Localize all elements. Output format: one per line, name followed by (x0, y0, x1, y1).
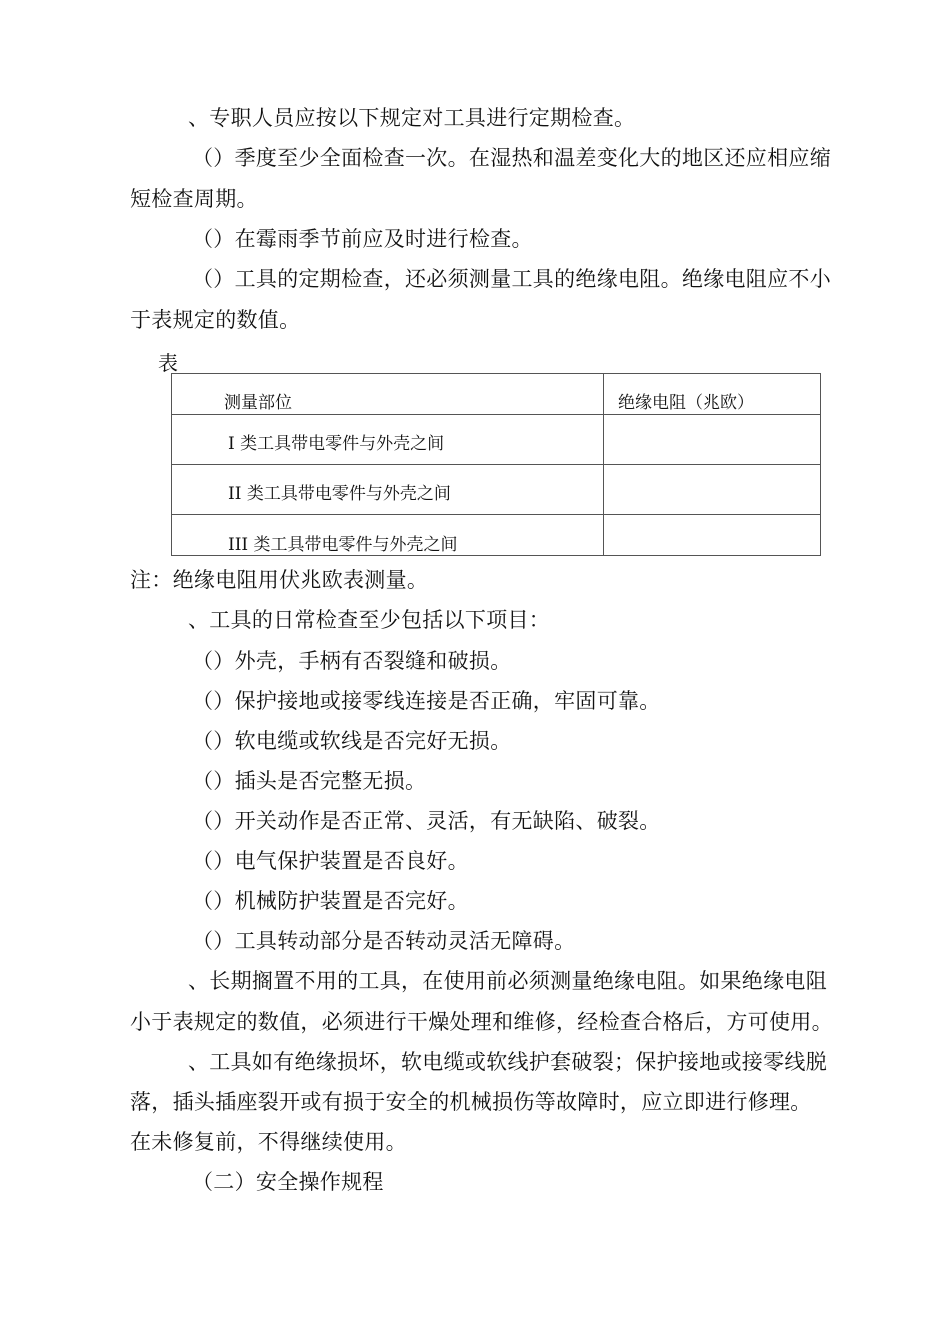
paragraph-line-p1: 、专职人员应按以下规定对工具进行定期检查。 (188, 106, 636, 130)
paragraph-line-p4b: 于表规定的数值。 (130, 308, 301, 332)
table-caption: 表 (158, 351, 178, 375)
paragraph-line-p3: （）在霉雨季节前应及时进行检查。 (192, 227, 533, 251)
paragraph-line-p2b: 短检查周期。 (130, 187, 258, 211)
paragraph-line-p14b: 小于表规定的数值，必须进行干燥处理和维修，经检查合格后，方可使用。 (130, 1010, 833, 1034)
paragraph-line-p12: （）机械防护装置是否完好。 (192, 889, 469, 913)
table-row (172, 465, 821, 515)
paragraph-line-p15b: 落，插头插座裂开或有损于安全的机械损伤等故障时，应立即进行修理。 (130, 1090, 812, 1114)
table-cell-value (604, 415, 821, 465)
paragraph-line-p8: （）软电缆或软线是否完好无损。 (192, 729, 512, 753)
paragraph-line-note: 注：绝缘电阻用伏兆欧表测量。 (130, 568, 429, 592)
paragraph-line-p9: （）插头是否完整无损。 (192, 769, 427, 793)
table-cell-part: I 类工具带电零件与外壳之间 (172, 415, 604, 465)
paragraph-line-p13: （）工具转动部分是否转动灵活无障碍。 (192, 929, 576, 953)
table-cell-part: II 类工具带电零件与外壳之间 (172, 465, 604, 515)
table-header-row (172, 374, 821, 415)
paragraph-line-p7: （）保护接地或接零线连接是否正确，牢固可靠。 (192, 689, 661, 713)
paragraph-line-p2a: （）季度至少全面检查一次。在湿热和温差变化大的地区还应相应缩 (192, 146, 831, 170)
table-row (172, 415, 821, 465)
header-measure-part: 测量部位 (172, 374, 604, 415)
paragraph-line-p10: （）开关动作是否正常、灵活，有无缺陷、破裂。 (192, 809, 661, 833)
table-cell-value (604, 515, 821, 556)
insulation-resistance-table (171, 373, 821, 556)
paragraph-line-p15a: 、工具如有绝缘损坏，软电缆或软线护套破裂；保护接地或接零线脱 (188, 1050, 827, 1074)
paragraph-line-p4a: （）工具的定期检查，还必须测量工具的绝缘电阻。绝缘电阻应不小 (192, 267, 831, 291)
header-insulation-resistance: 绝缘电阻（兆欧） (604, 374, 821, 415)
paragraph-line-p6: （）外壳，手柄有否裂缝和破损。 (192, 649, 512, 673)
paragraph-line-p15c: 在未修复前，不得继续使用。 (130, 1130, 407, 1154)
paragraph-line-p16: （二）安全操作规程 (192, 1170, 384, 1194)
paragraph-line-p5: 、工具的日常检查至少包括以下项目： (188, 608, 551, 632)
paragraph-line-p14a: 、长期搁置不用的工具，在使用前必须测量绝缘电阻。如果绝缘电阻 (188, 969, 827, 993)
table-row (172, 515, 821, 556)
paragraph-line-p11: （）电气保护装置是否良好。 (192, 849, 469, 873)
table-cell-value (604, 465, 821, 515)
table-cell-part: III 类工具带电零件与外壳之间 (172, 515, 604, 556)
